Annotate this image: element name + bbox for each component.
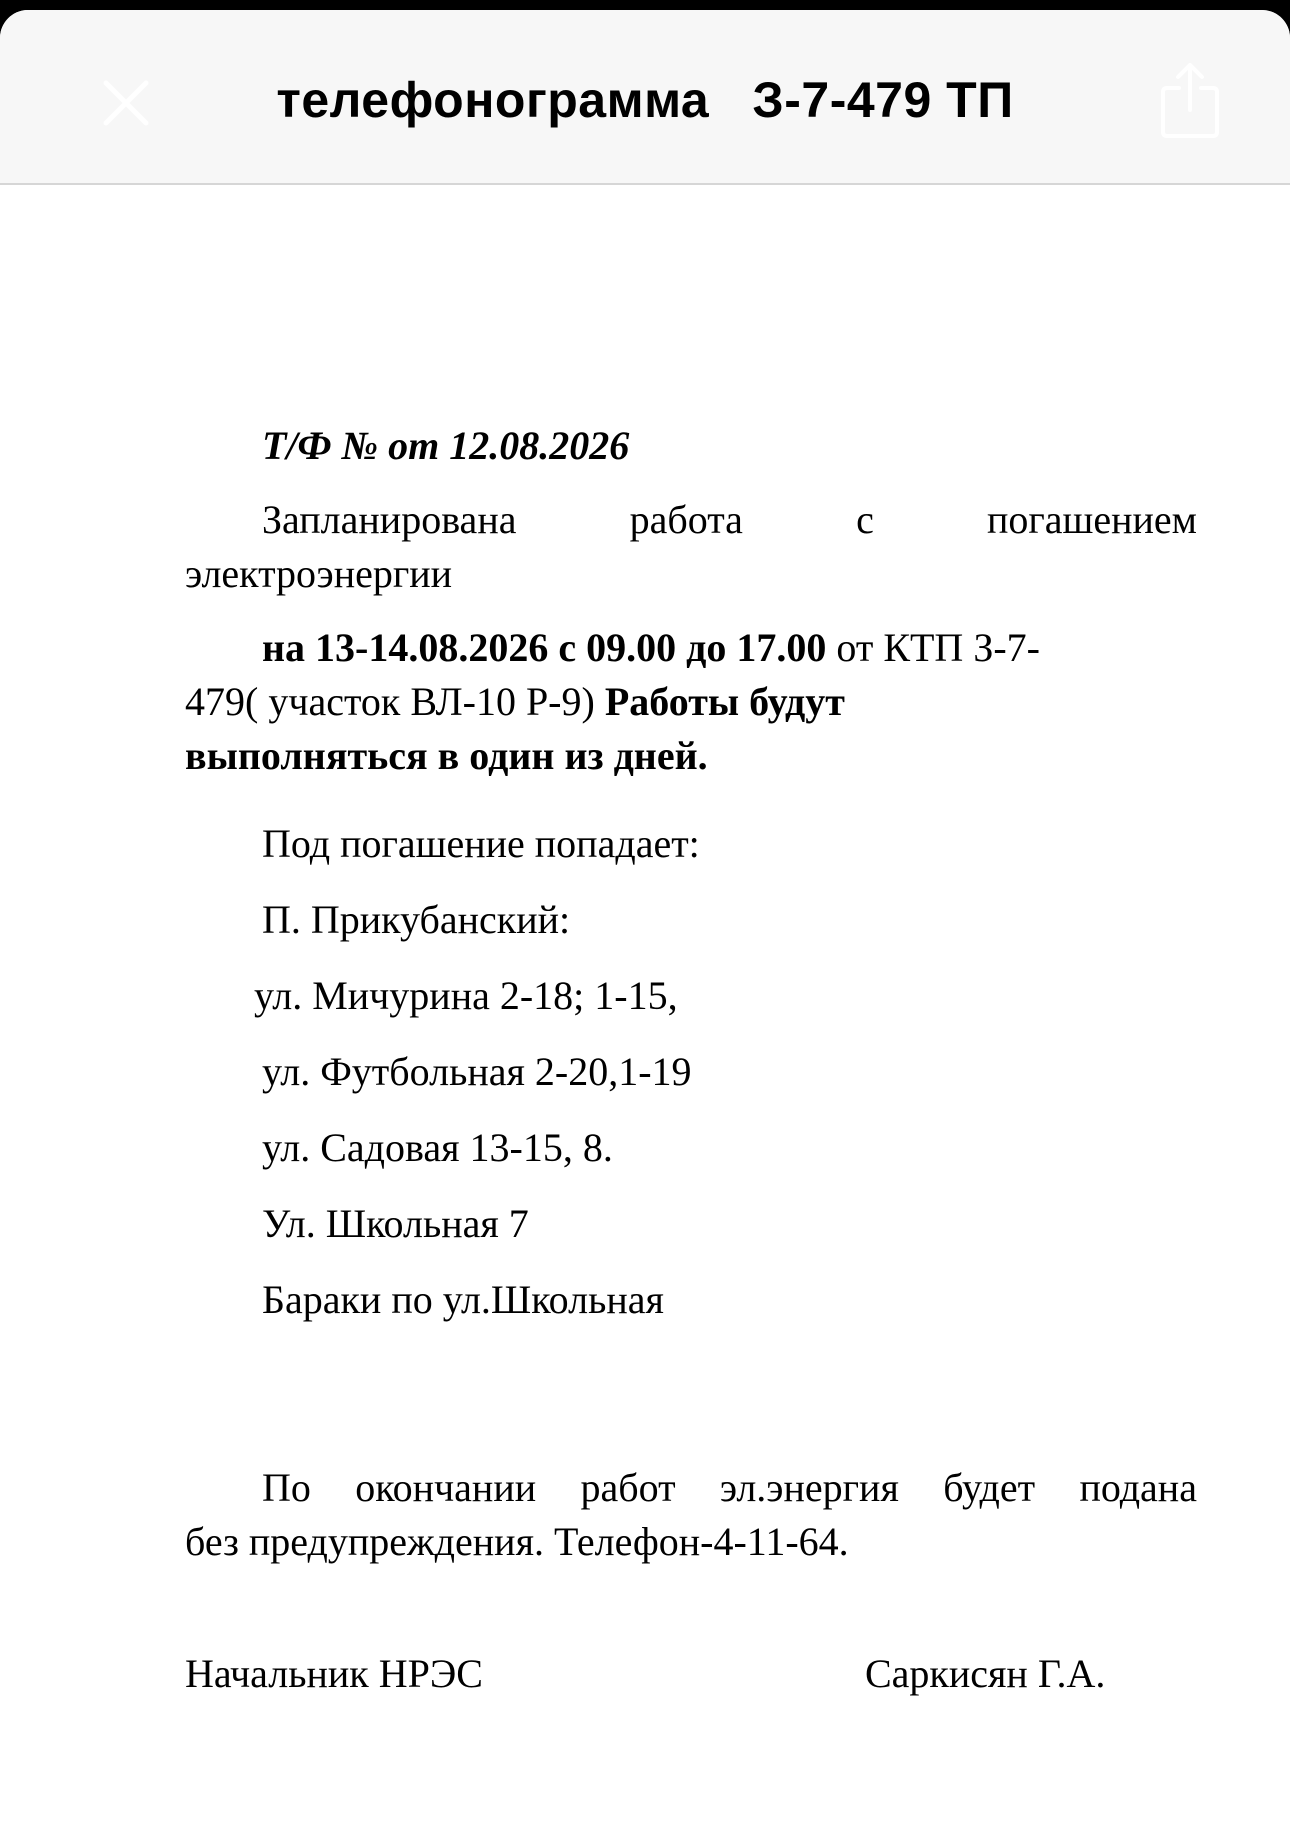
location-item: ул. Футбольная 2-20,1-19 bbox=[262, 1049, 692, 1094]
telephonogram-header: Т/Ф № от 12.08.2026 bbox=[262, 423, 630, 468]
intro-word: Запланирована bbox=[262, 497, 517, 542]
location-item: ул. Садовая 13-15, 8. bbox=[262, 1125, 613, 1170]
closing-line-2: без предупреждения. Телефон-4-11-64. bbox=[185, 1519, 849, 1564]
schedule-note: Работы будут bbox=[604, 679, 845, 724]
location-item: Ул. Школьная 7 bbox=[262, 1201, 529, 1246]
intro-line-1 bbox=[262, 494, 1197, 546]
closing-word: будет bbox=[943, 1465, 1036, 1510]
closing-word: окончании bbox=[355, 1465, 537, 1510]
intro-word: с bbox=[856, 497, 874, 542]
closing-word: эл.энергия bbox=[719, 1465, 899, 1510]
signature-name: Саркисян Г.А. bbox=[865, 1651, 1106, 1696]
closing-line-1 bbox=[262, 1462, 1197, 1514]
schedule-line-3: выполняться в один из дней. bbox=[185, 733, 708, 778]
affected-label: Под погашение попадает: bbox=[262, 821, 700, 866]
closing-word: подана bbox=[1079, 1465, 1197, 1510]
location-item: Бараки по ул.Школьная bbox=[262, 1277, 664, 1322]
location-item: ул. Мичурина 2-18; 1-15, bbox=[254, 973, 678, 1018]
document-body bbox=[0, 10, 1290, 1844]
signature-title: Начальник НРЭС bbox=[185, 1651, 483, 1696]
closing-word: По bbox=[262, 1465, 311, 1510]
intro-word: работа bbox=[629, 497, 743, 542]
closing-word: работ bbox=[580, 1465, 676, 1510]
document-viewer bbox=[0, 10, 1290, 1844]
schedule-section: 479( участок ВЛ-10 Р-9) bbox=[185, 679, 605, 724]
schedule-dates: на 13-14.08.2026 с 09.00 до 17.00 bbox=[262, 625, 827, 670]
intro-line-2: электроэнергии bbox=[185, 551, 453, 596]
schedule-line-2 bbox=[185, 676, 845, 728]
location-item: П. Прикубанский: bbox=[262, 897, 571, 942]
schedule-line-1 bbox=[262, 622, 1040, 674]
intro-word: погашением bbox=[986, 497, 1197, 542]
document-title: телефонограмма З-7-479 ТП bbox=[276, 72, 1014, 128]
schedule-source: от КТП З-7- bbox=[826, 625, 1040, 670]
